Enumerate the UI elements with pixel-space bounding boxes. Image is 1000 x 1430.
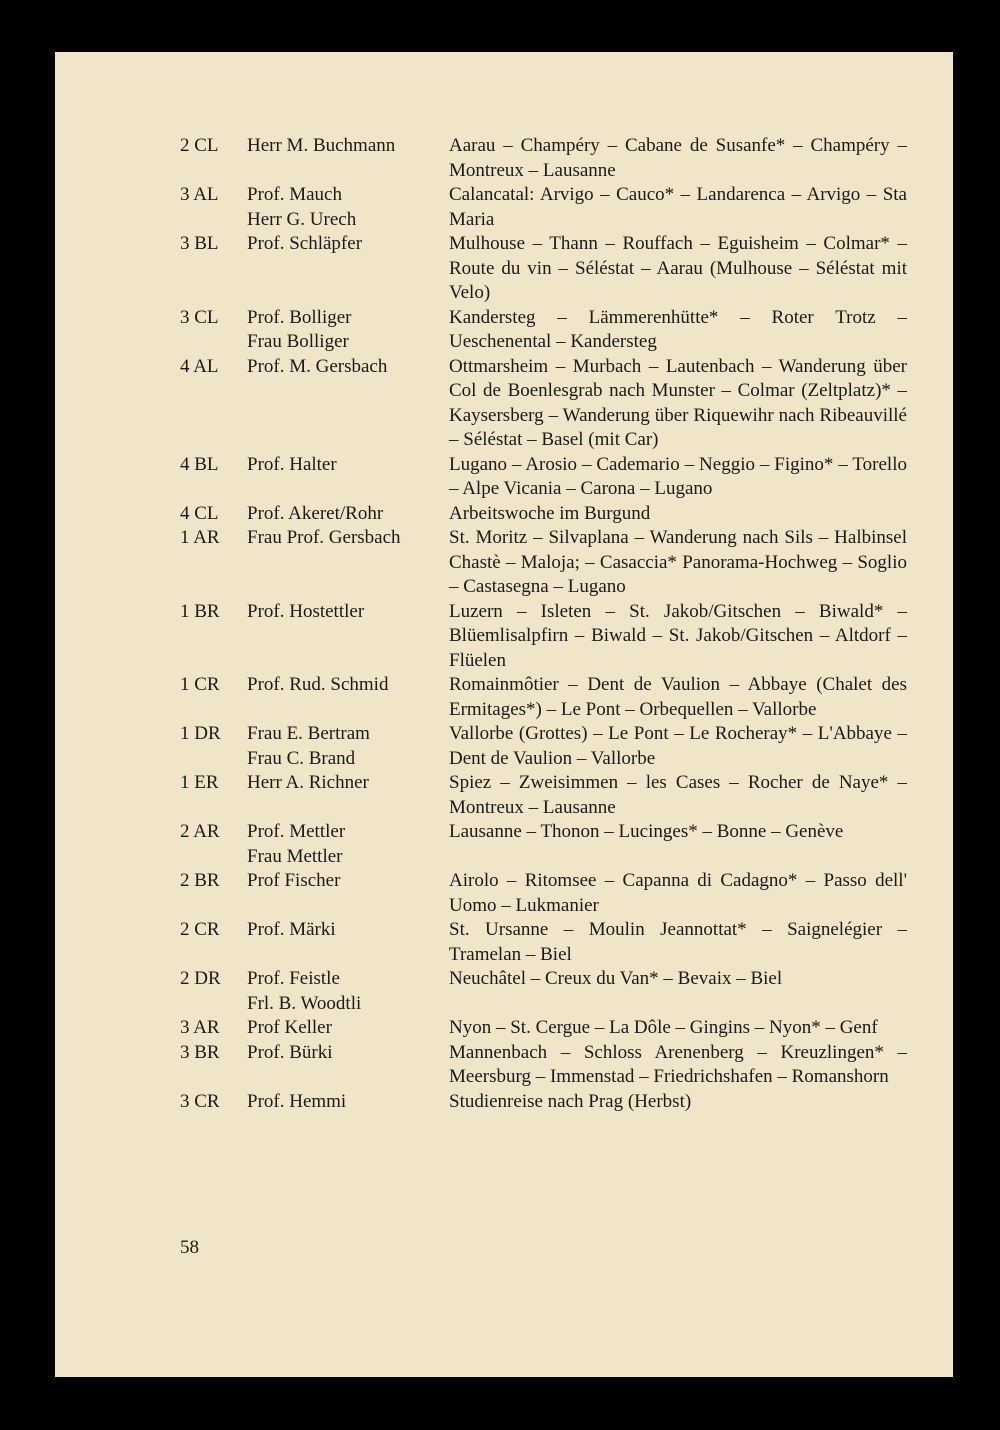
route-description: Ottmarsheim – Murbach – Lautenbach – Wanderung über Col de Boenlesgrab nach Munster – Colmar (Zeltplatz)* – Kaysersberg – Wanderung über Riquewihr nach Ribeauvillé – Séléstat – Basel (mit Car): [449, 355, 907, 450]
teacher-name: Prof. Mettler: [247, 821, 346, 842]
route-description: Mulhouse – Thann – Rouffach – Eguisheim – Colmar* – Route du vin – Séléstat – Aarau (Mulhouse – Séléstat mit Velo): [449, 233, 907, 303]
route-description: Aarau – Champéry – Cabane de Susanfe* – Champéry – Montreux – Lausanne: [449, 135, 907, 181]
class-code: 3 AL: [180, 184, 219, 205]
teacher-names: [247, 502, 449, 527]
table-row: [180, 502, 908, 527]
class-code: 1 BR: [180, 600, 220, 622]
teacher-name: Prof. Bürki: [247, 1041, 333, 1063]
teacher-names: [247, 134, 449, 183]
teacher-name: Herr G. Urech: [247, 208, 357, 230]
page-number: 58: [180, 1237, 199, 1258]
table-row: [180, 1016, 908, 1041]
table-row: [180, 820, 908, 869]
class-code: 2 DR: [180, 968, 221, 989]
route-description: Lugano – Arosio – Cademario – Neggio – Figino* – Torello – Alpe Vicania – Carona – Lugano: [449, 453, 907, 499]
teacher-name: Prof. Bolliger: [247, 306, 352, 328]
route-description: St. Moritz – Silvaplana – Wanderung nach Sils – Halbinsel Chastè – Maloja; – Casaccia* Panorama-Hochweg – Soglio – Castasegna – Lugano: [449, 527, 907, 597]
teacher-name: Prof Fischer: [247, 870, 341, 891]
table-row: [180, 232, 908, 306]
teacher-names: [247, 232, 449, 306]
teacher-names: [247, 918, 449, 967]
table-row: [180, 771, 908, 820]
route-description: St. Ursanne – Moulin Jeannottat* – Saignelégier – Tramelan – Biel: [449, 919, 907, 965]
class-code: 4 AL: [180, 355, 219, 377]
teacher-name: Herr M. Buchmann: [247, 135, 396, 156]
teacher-names: [247, 673, 449, 722]
route-description: Spiez – Zweisimmen – les Cases – Rocher de Naye* – Montreux – Lausanne: [449, 772, 907, 818]
teacher-name: Frl. B. Woodtli: [247, 992, 362, 1014]
class-code: 3 BL: [180, 233, 219, 254]
teacher-name: Prof. Halter: [247, 453, 337, 475]
class-code: 1 CR: [180, 674, 220, 695]
table-row: [180, 453, 908, 502]
class-code: 2 BR: [180, 870, 220, 891]
excursion-table: [180, 134, 908, 1114]
teacher-name: Prof. Märki: [247, 919, 336, 940]
teacher-name: Prof. Hemmi: [247, 1090, 347, 1112]
table-row: [180, 355, 908, 453]
teacher-names: [247, 722, 449, 771]
table-row: [180, 722, 908, 771]
teacher-names: [247, 771, 449, 820]
route-description: Romainmôtier – Dent de Vaulion – Abbaye (Chalet des Ermitages*) – Le Pont – Orbequellen – Vallorbe: [449, 674, 907, 720]
class-code: 1 DR: [180, 723, 221, 744]
route-description: Nyon – St. Cergue – La Dôle – Gingins – Nyon* – Genf: [449, 1017, 878, 1038]
teacher-names: [247, 306, 449, 355]
teacher-name: Herr A. Richner: [247, 772, 369, 793]
teacher-names: [247, 1090, 449, 1115]
teacher-names: [247, 600, 449, 674]
table-row: [180, 673, 908, 722]
class-code: 3 AR: [180, 1017, 220, 1038]
teacher-name: Frau Mettler: [247, 845, 343, 867]
teacher-names: [247, 1016, 449, 1041]
class-code: 3 BR: [180, 1041, 220, 1063]
teacher-names: [247, 967, 449, 1016]
route-description: Airolo – Ritomsee – Capanna di Cadagno* – Passo dell' Uomo – Lukmanier: [449, 870, 907, 916]
route-description: Vallorbe (Grottes) – Le Pont – Le Rocheray* – L'Abbaye – Dent de Vaulion – Vallorbe: [449, 723, 907, 769]
teacher-names: [247, 526, 449, 600]
teacher-name: Prof. Mauch: [247, 184, 342, 205]
class-code: 3 CL: [180, 306, 219, 328]
teacher-names: [247, 820, 449, 869]
table-row: [180, 869, 908, 918]
table-row: [180, 1090, 908, 1115]
table-row: [180, 918, 908, 967]
table-row: [180, 600, 908, 674]
route-description: Luzern – Isleten – St. Jakob/Gitschen – Biwald* – Blüemlisalpfirn – Biwald – St. Jakob/Gitschen – Altdorf – Flüelen: [449, 600, 907, 671]
class-code: 4 CL: [180, 502, 219, 524]
teacher-name: Frau Bolliger: [247, 331, 349, 352]
class-code: 2 CR: [180, 919, 220, 940]
route-description: Lausanne – Thonon – Lucinges* – Bonne – Genève: [449, 821, 844, 842]
table-row: [180, 526, 908, 600]
class-code: 1 ER: [180, 772, 219, 793]
teacher-name: Prof. Schläpfer: [247, 233, 363, 254]
table-row: [180, 1041, 908, 1090]
table-row: [180, 967, 908, 1016]
table-row: [180, 306, 908, 355]
class-code: 3 CR: [180, 1090, 220, 1112]
teacher-name: Prof Keller: [247, 1017, 332, 1038]
teacher-name: Prof. Akeret/Rohr: [247, 502, 384, 524]
teacher-names: [247, 453, 449, 502]
teacher-name: Prof. Rud. Schmid: [247, 674, 389, 695]
teacher-names: [247, 355, 449, 453]
teacher-name: Frau Prof. Gersbach: [247, 527, 401, 548]
route-description: Mannenbach – Schloss Arenenberg – Kreuzlingen* – Meersburg – Immenstad – Friedrichshafen – Romanshorn: [449, 1041, 907, 1087]
class-code: 2 CL: [180, 135, 219, 156]
teacher-names: [247, 869, 449, 918]
route-description: Kandersteg – Lämmerenhütte* – Roter Trotz – Ueschenental – Kandersteg: [449, 306, 907, 352]
teacher-name: Prof. Feistle: [247, 968, 340, 989]
teacher-name: Prof. Hostettler: [247, 600, 365, 622]
route-description: Calancatal: Arvigo – Cauco* – Landarenca – Arvigo – Sta Maria: [449, 184, 907, 230]
teacher-name: Frau C. Brand: [247, 747, 356, 769]
class-code: 1 AR: [180, 527, 220, 548]
route-description: Studienreise nach Prag (Herbst): [449, 1090, 692, 1112]
teacher-names: [247, 183, 449, 232]
teacher-name: Prof. M. Gersbach: [247, 355, 388, 377]
class-code: 4 BL: [180, 453, 219, 475]
class-code: 2 AR: [180, 821, 220, 842]
table-row: [180, 183, 908, 232]
route-description: Arbeitswoche im Burgund: [449, 502, 651, 524]
teacher-name: Frau E. Bertram: [247, 723, 370, 744]
route-description: Neuchâtel – Creux du Van* – Bevaix – Biel: [449, 968, 783, 989]
teacher-names: [247, 1041, 449, 1090]
table-row: [180, 134, 908, 183]
